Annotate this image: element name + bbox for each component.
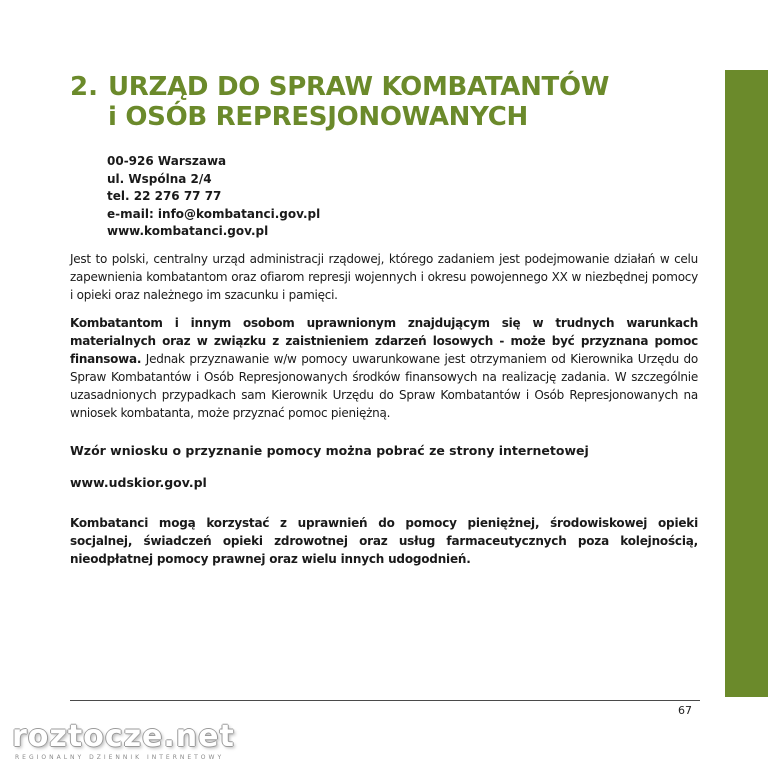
phone-number: tel. 22 276 77 77 [107,189,222,204]
footer-rule [70,700,700,701]
side-accent-bar [725,70,768,697]
street-address: ul. Wspólna 2/4 [107,171,212,186]
watermark-brand: roztocze.net [12,719,235,754]
paragraph-entitlements: Kombatanci mogą korzystać z uprawnień do pomocy pieniężnej, środowiskowej opieki socjalnej, świadczeń opieki zdrowotnej oraz usług farmaceutycznych poza kolejnością, nieodpłatnej pomocy prawnej oraz wielu innych udogodnień. [70,516,698,566]
paragraph-intro: Jest to polski, centralny urząd administracji rządowej, którego zadaniem jest podejmowanie działań w celu zapewnienia kombatantom oraz ofiarom represji wojennych i okresu powojennego XX w niezbędnej pomocy i opieki oraz należnego im szacunku i pamięci. [70,252,698,302]
paragraph-assistance [70,314,698,422]
website-link[interactable]: www.kombatanci.gov.pl [107,224,269,239]
paragraph-assistance-bold: Kombatantom i innym osobom uprawnionym znajdującym się w trudnych warunkach materialnych oraz w związku z zaistnieniem zdarzeń losowych - może być przyznana pomoc finansowa. [70,316,698,366]
watermark-tagline: REGIONALNY DZIENNIK INTERNETOWY [15,754,225,761]
watermark-logo [12,719,235,761]
section-number: 2. [70,72,98,102]
contact-block [107,153,320,241]
heading-line-1: URZĄD DO SPRAW KOMBATANTÓW [108,72,610,102]
form-website-link[interactable]: www.udskior.gov.pl [70,475,207,490]
page-number: 67 [678,704,692,717]
email-address: e-mail: info@kombatanci.gov.pl [107,206,321,221]
heading-line-2: i OSÓB REPRESJONOWANYCH [108,102,528,132]
body-text [70,250,698,568]
paragraph-form-info: Wzór wniosku o przyznanie pomocy można pobrać ze strony internetowej [70,443,589,458]
paragraph-assistance-rest: Jednak przyznawanie w/w pomocy uwarunkowane jest otrzymaniem od Kierownika Urzędu do Spraw Kombatantów i Osób Represjonowanych środków finansowych na realizację zadania. W szczególnie uzasadnionych przypadkach sam Kierownik Urzędu do Spraw Kombatantów i Osób Represjonowanych na wniosek kombatanta, może przyznać pomoc pieniężną. [70,352,698,420]
postal-address: 00-926 Warszawa [107,154,227,168]
